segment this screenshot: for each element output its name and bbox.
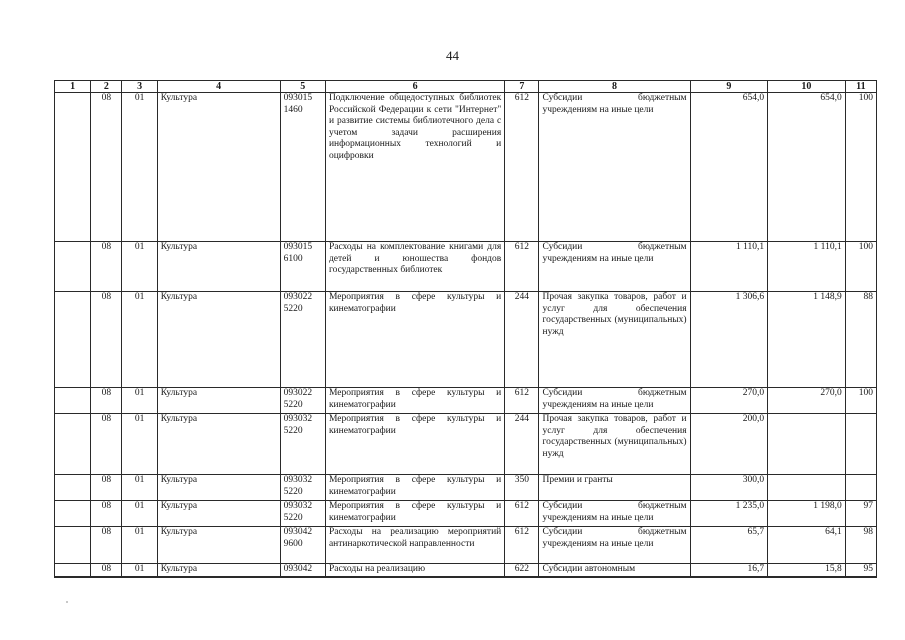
article-name-cell: Мероприятия в сфере культуры и кинематографии xyxy=(325,414,504,475)
section-code-cell: 08 xyxy=(91,501,122,527)
target-article-code-suffix: 5220 xyxy=(283,425,303,436)
column-header: 4 xyxy=(157,81,280,93)
column-header: 8 xyxy=(539,81,690,93)
target-article-cell xyxy=(280,388,325,414)
table-row xyxy=(55,475,877,501)
section-name-cell: Культура xyxy=(157,292,280,388)
column-header: 6 xyxy=(325,81,504,93)
subsection-code-cell: 01 xyxy=(122,527,157,564)
expense-type-name-cell: Субсидии бюджетным учреждениям на иные цели xyxy=(539,388,690,414)
planned-amount-cell: 270,0 xyxy=(690,388,768,414)
column-header: 11 xyxy=(845,81,876,93)
target-article-cell xyxy=(280,475,325,501)
target-article-cell xyxy=(280,292,325,388)
section-code-cell: 08 xyxy=(91,242,122,292)
target-article-code-suffix: 5220 xyxy=(283,512,303,523)
target-article-code: 093042 xyxy=(283,564,313,574)
table-bottom-border xyxy=(54,577,877,578)
table-row xyxy=(55,501,877,527)
expense-type-name-cell: Премии и гранты xyxy=(539,475,690,501)
row-number-cell xyxy=(55,388,91,414)
expense-type-name-cell: Субсидии бюджетным учреждениям на иные цели xyxy=(539,93,690,242)
planned-amount-cell: 200,0 xyxy=(690,414,768,475)
section-name-cell: Культура xyxy=(157,475,280,501)
planned-amount-cell: 16,7 xyxy=(690,564,768,577)
row-number-cell xyxy=(55,527,91,564)
section-name-cell: Культура xyxy=(157,388,280,414)
actual-amount-cell xyxy=(768,475,846,501)
actual-amount-cell: 270,0 xyxy=(768,388,846,414)
target-article-code: 093032 xyxy=(283,414,313,424)
table-row xyxy=(55,414,877,475)
section-code-cell: 08 xyxy=(91,93,122,242)
subsection-code-cell: 01 xyxy=(122,414,157,475)
row-number-cell xyxy=(55,93,91,242)
expense-type-code-cell: 612 xyxy=(505,501,539,527)
subsection-code-cell: 01 xyxy=(122,242,157,292)
expense-type-code-cell: 244 xyxy=(505,414,539,475)
column-header: 3 xyxy=(122,81,157,93)
article-name-cell xyxy=(325,564,504,577)
budget-table xyxy=(54,80,877,577)
expense-type-name-cell: Прочая закупка товаров, работ и услуг для обеспечения государственных (муниципальных) нужд xyxy=(539,414,690,475)
percent-cell: 100 xyxy=(845,388,876,414)
planned-amount-cell: 1 306,6 xyxy=(690,292,768,388)
actual-amount-cell xyxy=(768,414,846,475)
expense-type-name-clipped: Субсидии автономным xyxy=(542,564,636,574)
column-header: 5 xyxy=(280,81,325,93)
percent-cell: 97 xyxy=(845,501,876,527)
target-article-cell xyxy=(280,93,325,242)
table-row xyxy=(55,388,877,414)
scan-speck xyxy=(66,601,68,603)
percent-cell xyxy=(845,475,876,501)
column-number-header-row xyxy=(55,81,877,93)
row-number-cell xyxy=(55,501,91,527)
section-code-cell: 08 xyxy=(91,414,122,475)
row-number-cell xyxy=(55,564,91,577)
article-name-cell: Мероприятия в сфере культуры и кинематографии xyxy=(325,475,504,501)
table-row xyxy=(55,93,877,242)
table-row xyxy=(55,564,877,577)
article-name-cell: Расходы на комплектование книгами для детей и юношества фондов государственных библиотек xyxy=(325,242,504,292)
expense-type-code-cell: 612 xyxy=(505,93,539,242)
section-name-cell: Культура xyxy=(157,564,280,577)
section-name-cell: Культура xyxy=(157,501,280,527)
column-header: 10 xyxy=(768,81,846,93)
target-article-code: 093022 xyxy=(283,292,313,302)
planned-amount-cell: 65,7 xyxy=(690,527,768,564)
percent-cell: 98 xyxy=(845,527,876,564)
expense-type-code-cell: 622 xyxy=(505,564,539,577)
planned-amount-cell: 1 110,1 xyxy=(690,242,768,292)
column-header: 9 xyxy=(690,81,768,93)
table-row xyxy=(55,527,877,564)
actual-amount-cell: 15,8 xyxy=(768,564,846,577)
percent-cell xyxy=(845,414,876,475)
expense-type-code-cell: 612 xyxy=(505,527,539,564)
expense-type-code-cell: 612 xyxy=(505,388,539,414)
article-name-cell: Подключение общедоступных библиотек Российской Федерации к сети "Интернет" и развитие системы библиотечного дела с учетом задачи расширения информационных технологий и оцифровки xyxy=(325,93,504,242)
target-article-cell xyxy=(280,564,325,577)
subsection-code-cell: 01 xyxy=(122,501,157,527)
section-name-cell: Культура xyxy=(157,93,280,242)
target-article-code: 093015 xyxy=(283,242,313,252)
section-name-cell: Культура xyxy=(157,242,280,292)
actual-amount-cell: 1 110,1 xyxy=(768,242,846,292)
expense-type-code-cell: 350 xyxy=(505,475,539,501)
expense-type-code-cell: 244 xyxy=(505,292,539,388)
target-article-code-suffix: 5220 xyxy=(283,486,303,497)
target-article-code-suffix: 9600 xyxy=(283,538,303,549)
target-article-code-suffix: 5220 xyxy=(283,303,303,314)
percent-cell: 100 xyxy=(845,242,876,292)
percent-cell: 88 xyxy=(845,292,876,388)
percent-cell: 95 xyxy=(845,564,876,577)
expense-type-name-cell: Субсидии бюджетным учреждениям на иные цели xyxy=(539,242,690,292)
section-code-cell: 08 xyxy=(91,527,122,564)
column-header: 1 xyxy=(55,81,91,93)
expense-type-name-cell: Прочая закупка товаров, работ и услуг для обеспечения государственных (муниципальных) нужд xyxy=(539,292,690,388)
subsection-code-cell: 01 xyxy=(122,475,157,501)
section-code-cell: 08 xyxy=(91,564,122,577)
section-code-cell: 08 xyxy=(91,292,122,388)
target-article-cell xyxy=(280,242,325,292)
row-number-cell xyxy=(55,292,91,388)
actual-amount-cell: 1 198,0 xyxy=(768,501,846,527)
section-name-cell: Культура xyxy=(157,414,280,475)
section-name-cell: Культура xyxy=(157,527,280,564)
actual-amount-cell: 654,0 xyxy=(768,93,846,242)
planned-amount-cell: 300,0 xyxy=(690,475,768,501)
target-article-code: 093022 xyxy=(283,388,313,398)
expense-type-code-cell: 612 xyxy=(505,242,539,292)
expense-type-name-cell xyxy=(539,564,690,577)
column-header: 2 xyxy=(91,81,122,93)
target-article-code-suffix: 1460 xyxy=(283,104,303,115)
row-number-cell xyxy=(55,242,91,292)
section-code-cell: 08 xyxy=(91,475,122,501)
article-name-cell: Расходы на реализацию мероприятий антинаркотической направленности xyxy=(325,527,504,564)
page-number: 44 xyxy=(446,48,459,63)
planned-amount-cell: 654,0 xyxy=(690,93,768,242)
article-name-clipped: Расходы на реализацию xyxy=(328,564,426,574)
article-name-cell: Мероприятия в сфере культуры и кинематографии xyxy=(325,292,504,388)
expense-type-name-cell: Субсидии бюджетным учреждениям на иные цели xyxy=(539,501,690,527)
row-number-cell xyxy=(55,414,91,475)
row-number-cell xyxy=(55,475,91,501)
actual-amount-cell: 64,1 xyxy=(768,527,846,564)
section-code-cell: 08 xyxy=(91,388,122,414)
target-article-cell xyxy=(280,501,325,527)
target-article-cell xyxy=(280,414,325,475)
actual-amount-cell: 1 148,9 xyxy=(768,292,846,388)
expense-type-name-cell: Субсидии бюджетным учреждениям на иные цели xyxy=(539,527,690,564)
percent-cell: 100 xyxy=(845,93,876,242)
subsection-code-cell: 01 xyxy=(122,93,157,242)
subsection-code-cell: 01 xyxy=(122,564,157,577)
article-name-cell: Мероприятия в сфере культуры и кинематографии xyxy=(325,501,504,527)
table-row xyxy=(55,242,877,292)
subsection-code-cell: 01 xyxy=(122,388,157,414)
target-article-code: 093032 xyxy=(283,501,313,511)
target-article-code: 093042 xyxy=(283,527,313,537)
target-article-cell xyxy=(280,527,325,564)
target-article-code-suffix: 5220 xyxy=(283,399,303,410)
target-article-code: 093015 xyxy=(283,93,313,103)
article-name-cell: Мероприятия в сфере культуры и кинематографии xyxy=(325,388,504,414)
target-article-code-suffix: 6100 xyxy=(283,253,303,264)
target-article-code: 093032 xyxy=(283,475,313,485)
planned-amount-cell: 1 235,0 xyxy=(690,501,768,527)
subsection-code-cell: 01 xyxy=(122,292,157,388)
table-row xyxy=(55,292,877,388)
column-header: 7 xyxy=(505,81,539,93)
